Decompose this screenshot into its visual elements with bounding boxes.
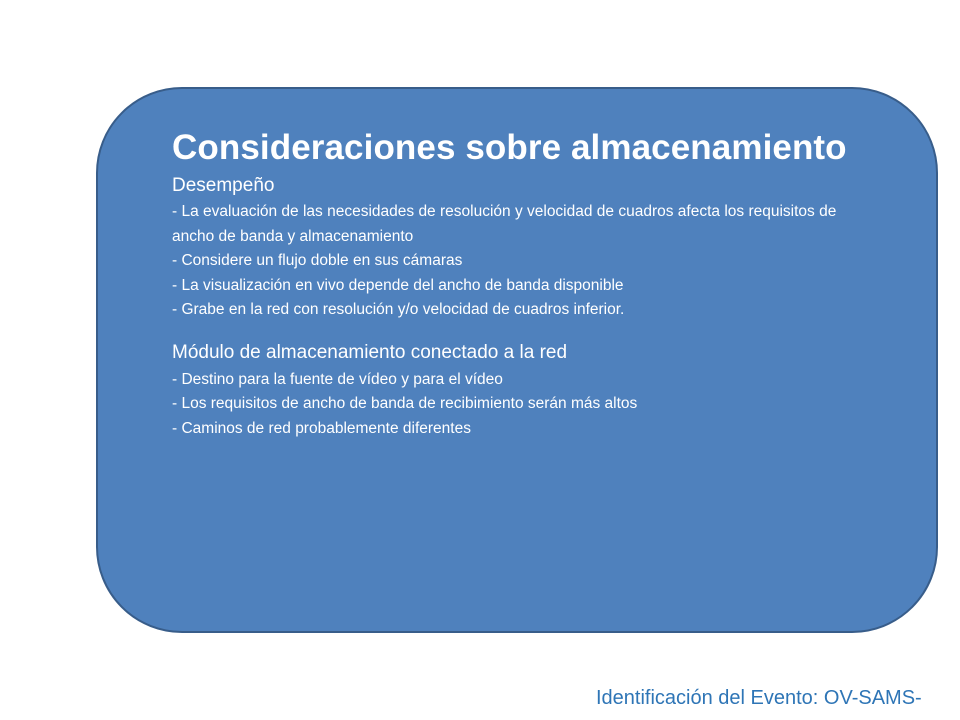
- bullet-item: - La evaluación de las necesidades de resolución y velocidad de cuadros afecta los requisitos de ancho de banda y almacenamiento: [172, 203, 837, 245]
- section-heading: Módulo de almacenamiento conectado a la red: [172, 341, 568, 363]
- section-performance: [172, 174, 876, 323]
- bullet-item: - Grabe en la red con resolución y/o velocidad de cuadros inferior.: [172, 301, 625, 319]
- section-storage-module: [172, 341, 876, 441]
- bullet-item: - La visualización en vivo depende del ancho de banda disponible: [172, 276, 624, 294]
- bullet-item: - Considere un flujo doble en sus cámaras: [172, 252, 463, 270]
- event-id-footer: Identificación del Evento: OV-SAMS-: [596, 687, 922, 709]
- section-heading: Desempeño: [172, 174, 275, 196]
- slide-title: Consideraciones sobre almacenamiento: [172, 128, 847, 167]
- bullet-item: - Los requisitos de ancho de banda de recibimiento serán más altos: [172, 395, 638, 412]
- bullet-item: - Destino para la fuente de vídeo y para el vídeo: [172, 370, 503, 388]
- bullet-item: - Caminos de red probablemente diferentes: [172, 419, 471, 437]
- content-panel: [96, 87, 938, 633]
